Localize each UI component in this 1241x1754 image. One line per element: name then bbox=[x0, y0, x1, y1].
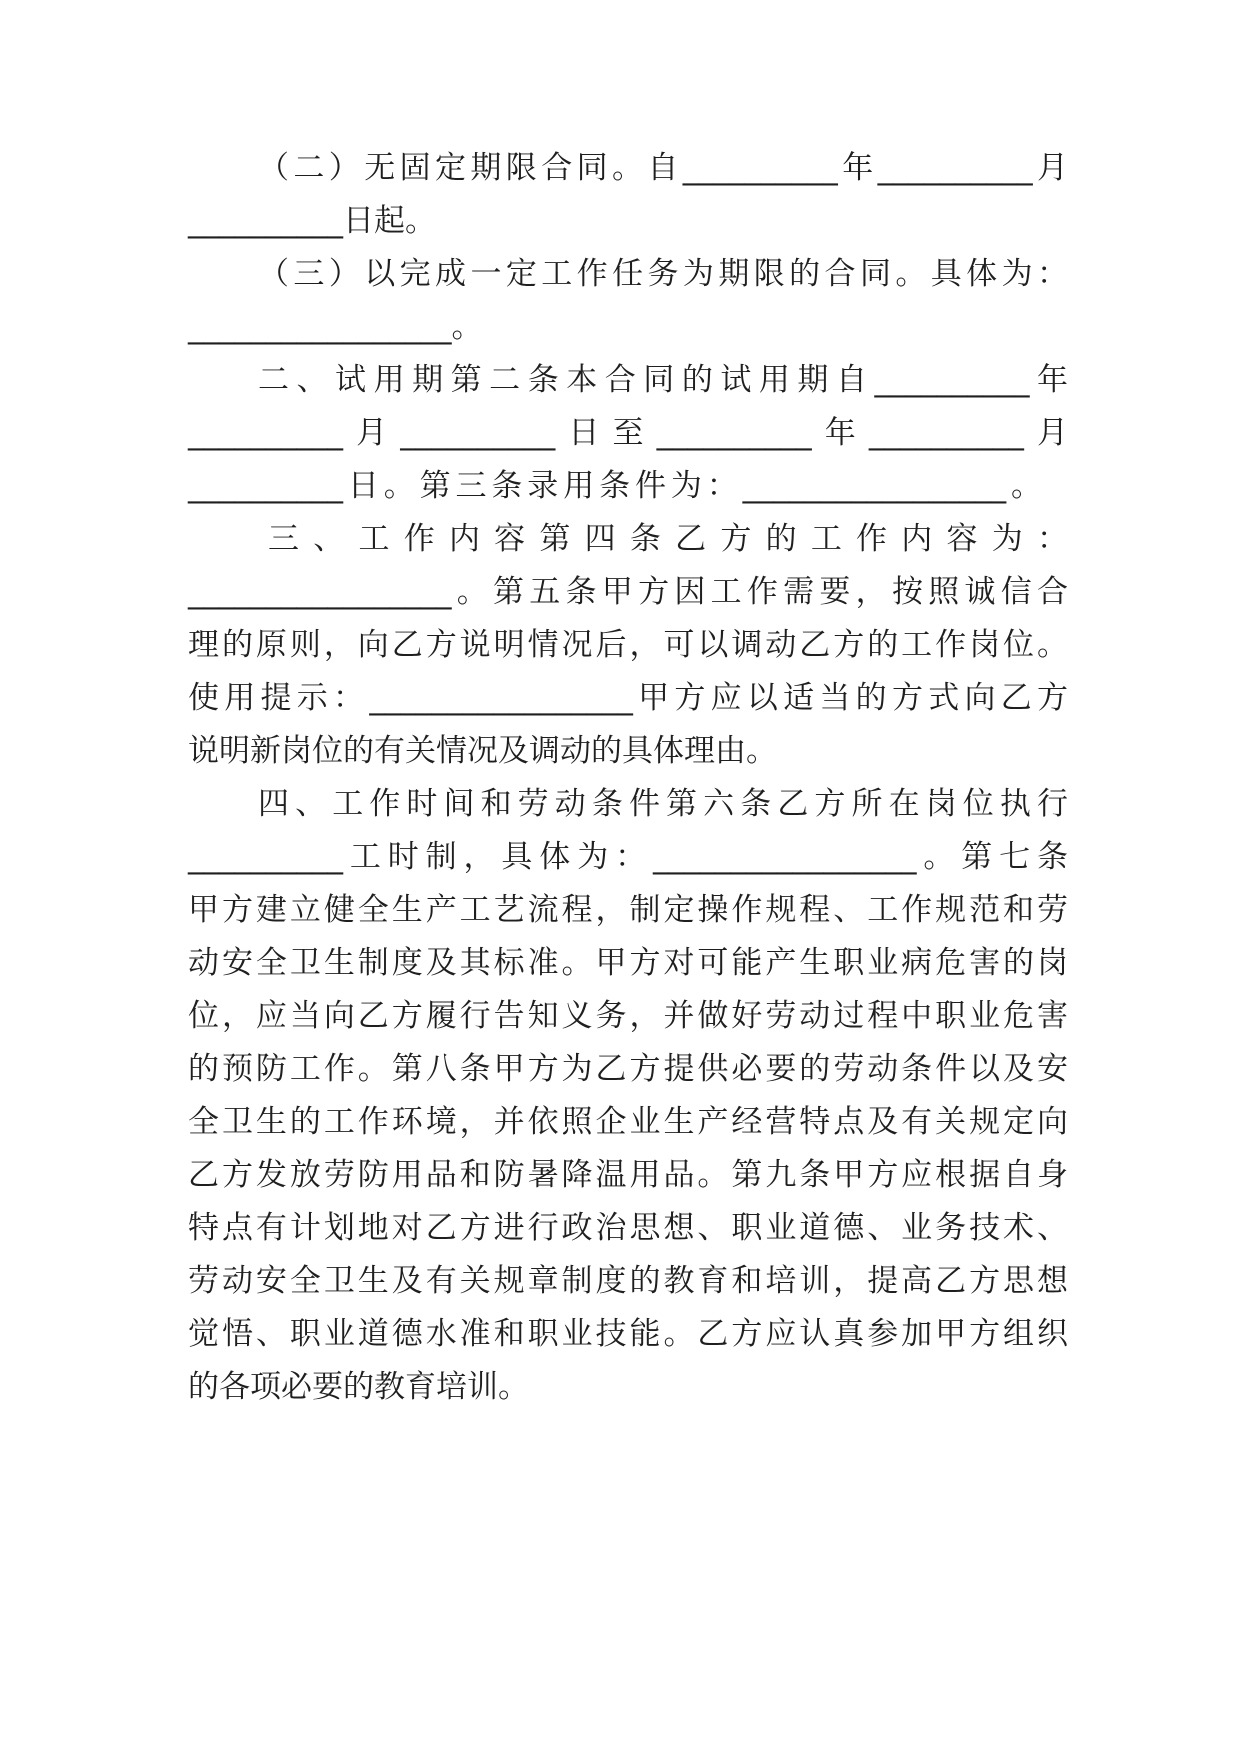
text-line: __________日。第三条录用条件为：_________________。 bbox=[188, 468, 1042, 504]
text-line: __________月__________日至__________年__________月 bbox=[188, 415, 1068, 451]
text-line: 理的原则，向乙方说明情况后，可以调动乙方的工作岗位。 bbox=[188, 627, 1068, 663]
text-line: __________工时制，具体为：_________________。第七条 bbox=[188, 839, 1068, 875]
text-line: 二、试用期第二条本合同的试用期自__________年 bbox=[258, 362, 1068, 398]
text-line: 的预防工作。第八条甲方为乙方提供必要的劳动条件以及安 bbox=[188, 1051, 1068, 1087]
text-line: 三、工作内容第四条乙方的工作内容为： bbox=[268, 521, 1068, 557]
text-line: 觉悟、职业道德水准和职业技能。乙方应认真参加甲方组织 bbox=[188, 1316, 1068, 1352]
text-line: 使用提示：_________________甲方应以适当的方式向乙方 bbox=[188, 680, 1068, 716]
text-line: 全卫生的工作环境，并依照企业生产经营特点及有关规定向 bbox=[188, 1104, 1068, 1140]
text-line: 的各项必要的教育培训。 bbox=[188, 1369, 529, 1405]
text-line: __________日起。 bbox=[188, 203, 436, 239]
text-line: 劳动安全卫生及有关规章制度的教育和培训，提高乙方思想 bbox=[188, 1263, 1068, 1299]
text-line: 甲方建立健全生产工艺流程，制定操作规程、工作规范和劳 bbox=[188, 892, 1068, 928]
text-line: _________________。 bbox=[188, 309, 483, 345]
text-line: 四、工作时间和劳动条件第六条乙方所在岗位执行 bbox=[258, 786, 1068, 822]
text-line: _________________。第五条甲方因工作需要，按照诚信合 bbox=[188, 574, 1068, 610]
text-line: 特点有计划地对乙方进行政治思想、职业道德、业务技术、 bbox=[188, 1210, 1068, 1246]
text-line: 乙方发放劳防用品和防暑降温用品。第九条甲方应根据自身 bbox=[188, 1157, 1068, 1193]
text-line: 位，应当向乙方履行告知义务，并做好劳动过程中职业危害 bbox=[188, 998, 1068, 1034]
text-line: （三）以完成一定工作任务为期限的合同。具体为： bbox=[258, 256, 1068, 292]
text-line: （二）无固定期限合同。自__________年__________月 bbox=[258, 150, 1068, 186]
text-line: 动安全卫生制度及其标准。甲方对可能产生职业病危害的岗 bbox=[188, 945, 1068, 981]
text-line: 说明新岗位的有关情况及调动的具体理由。 bbox=[188, 733, 777, 769]
